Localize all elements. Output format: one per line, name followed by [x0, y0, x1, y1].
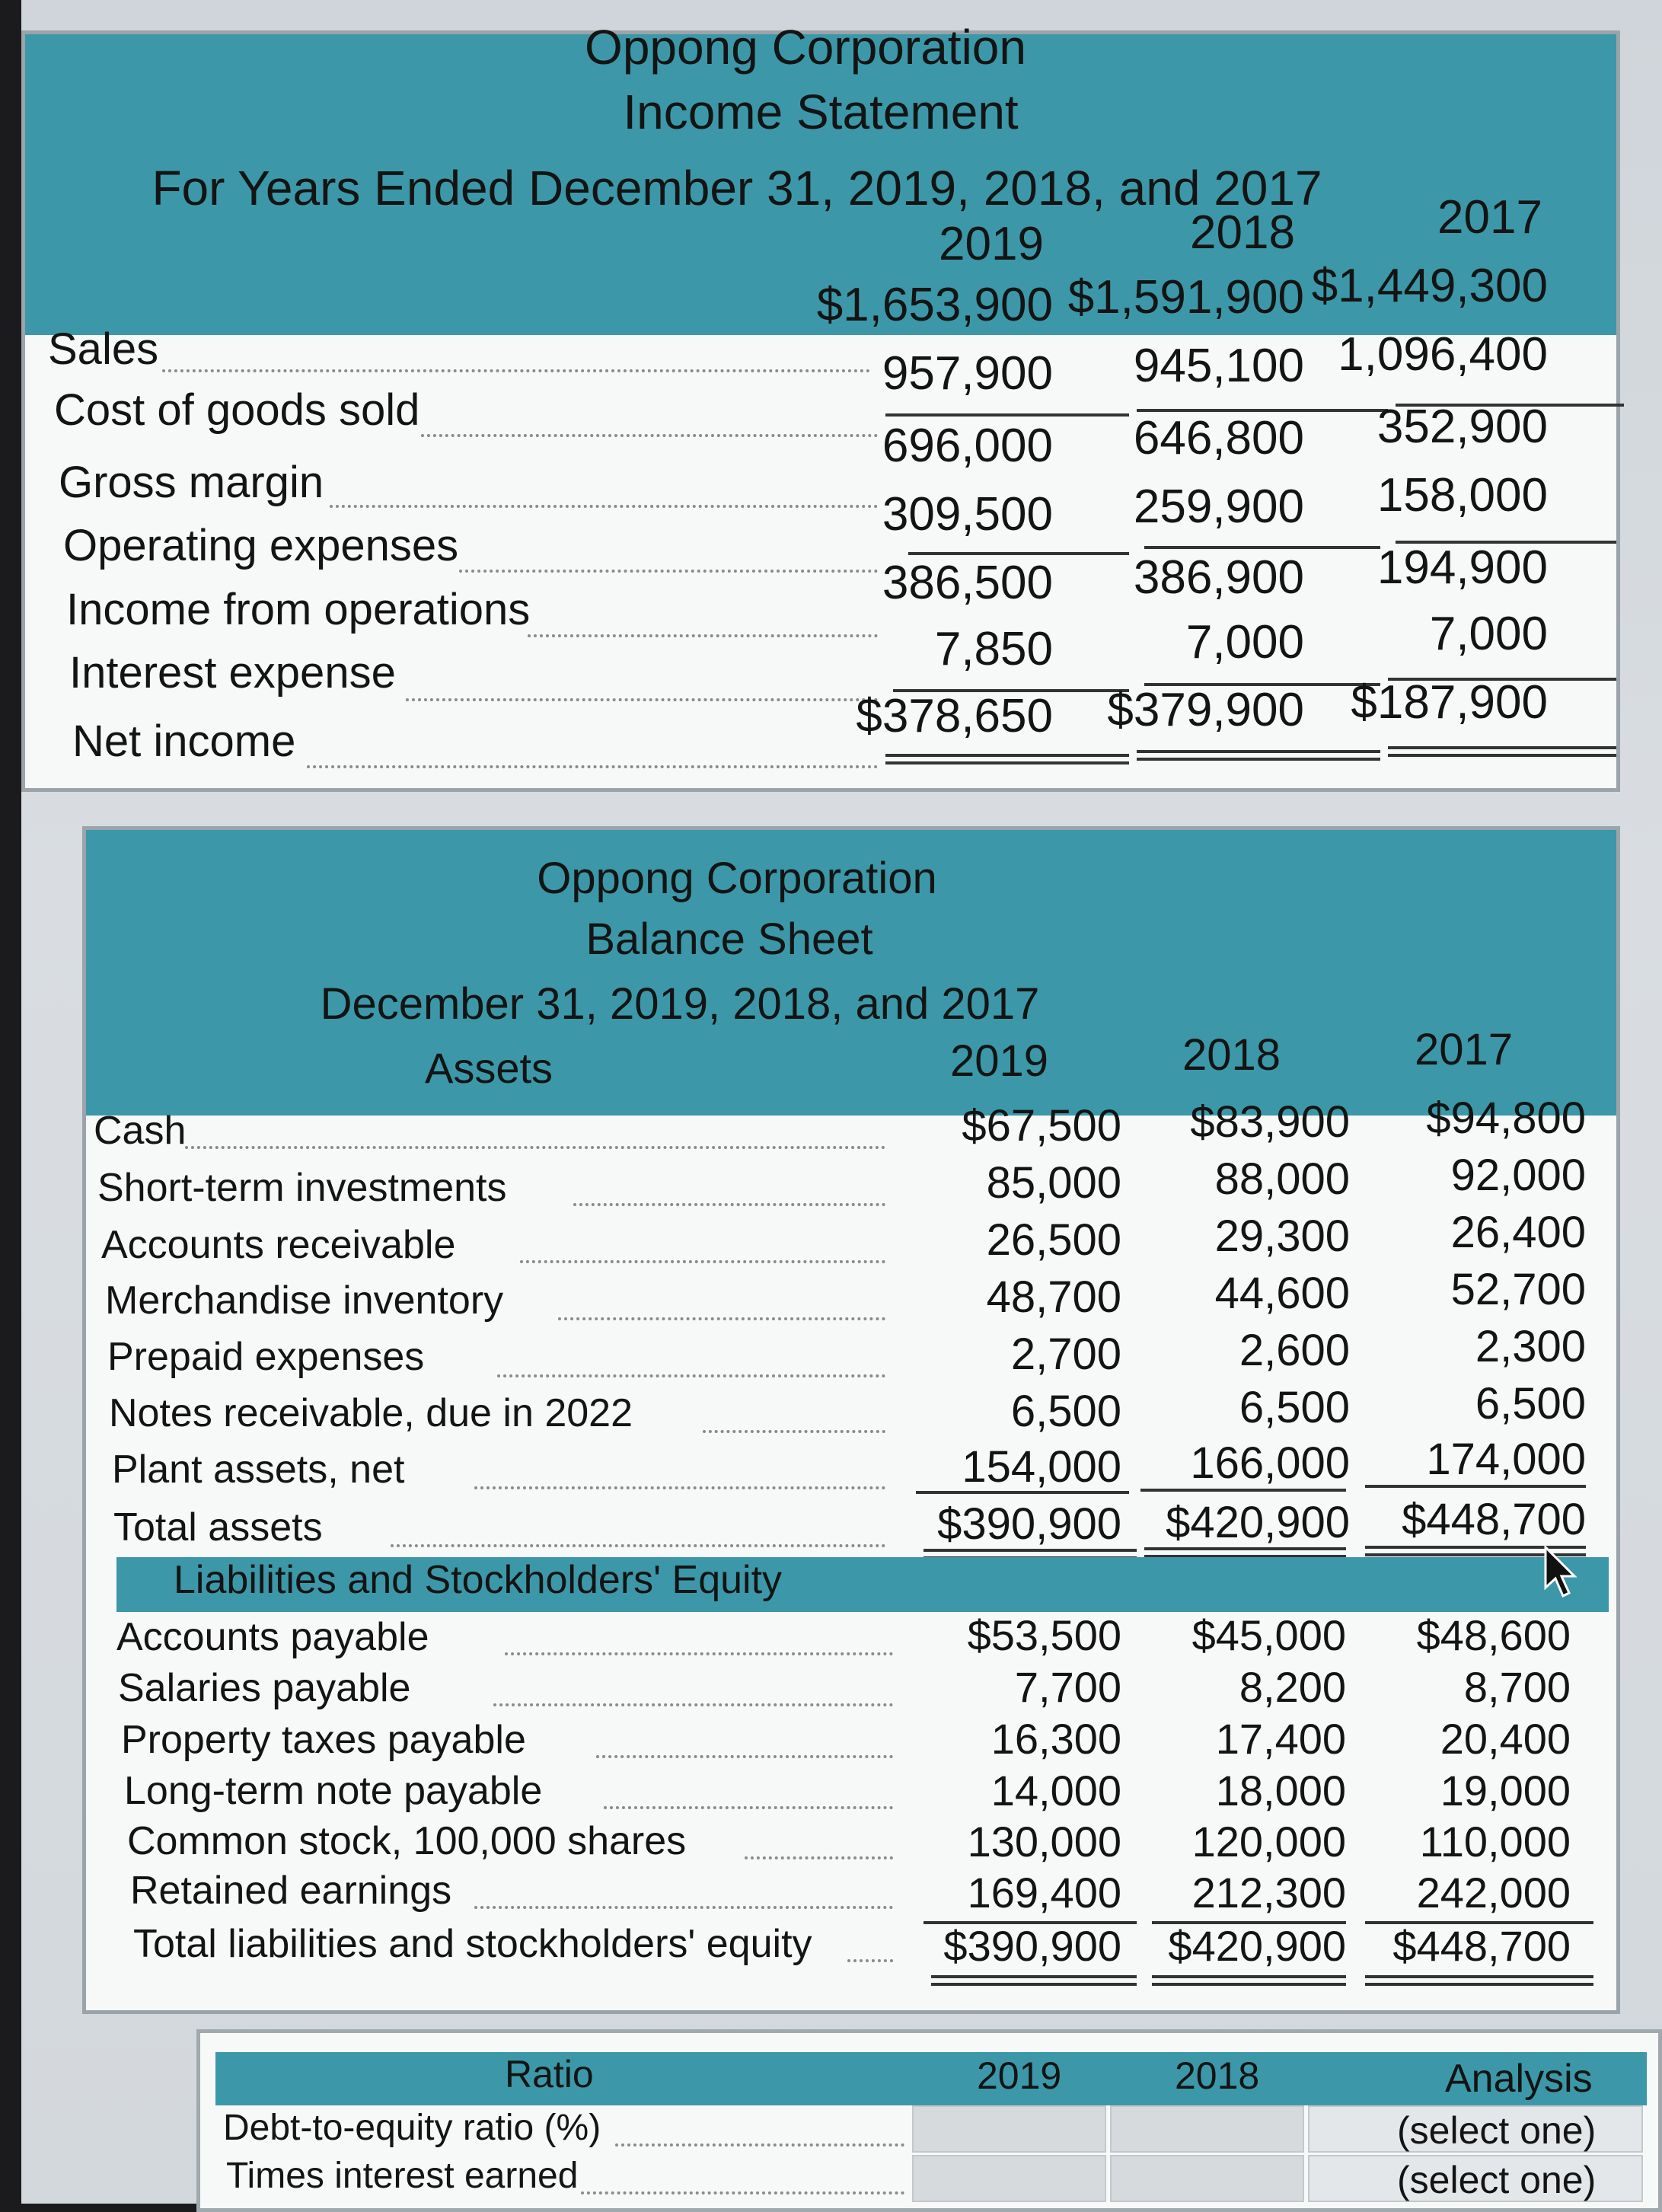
- leader-dots: [615, 2143, 904, 2147]
- asset-value: 44,600: [1214, 1269, 1350, 1318]
- income-opex-2017: 158,000: [1376, 469, 1548, 522]
- asset-value: 29,300: [1214, 1211, 1350, 1261]
- liability-value: 110,000: [1419, 1818, 1571, 1866]
- asset-label: Plant assets, net: [112, 1448, 405, 1492]
- balance-sheet-header: [86, 830, 1616, 1116]
- screen: [21, 0, 1662, 2204]
- double-underline: [931, 1975, 1137, 1986]
- underline: [885, 413, 1129, 417]
- liability-value: $48,600: [1416, 1611, 1571, 1659]
- leader-dots: [505, 1652, 893, 1655]
- balance-year-2017: 2017: [1415, 1025, 1514, 1074]
- asset-value: 6,500: [1010, 1387, 1121, 1436]
- underline: [1140, 1489, 1346, 1492]
- asset-value: 6,500: [1239, 1383, 1350, 1432]
- balance-year-2018: 2018: [1182, 1030, 1281, 1080]
- liability-value: 120,000: [1191, 1818, 1346, 1866]
- income-interest-2019: 7,850: [934, 623, 1053, 675]
- leader-dots: [307, 765, 878, 768]
- balance-company-name: Oppong Corporation: [537, 854, 937, 903]
- asset-label: Merchandise inventory: [105, 1278, 504, 1323]
- mouse-cursor-icon: [1544, 1546, 1582, 1603]
- income-cogs-2017: 1,096,400: [1338, 328, 1548, 381]
- asset-value: 26,500: [986, 1215, 1121, 1265]
- asset-value: 154,000: [962, 1442, 1121, 1492]
- balance-title: Balance Sheet: [585, 914, 873, 964]
- liability-value: 16,300: [991, 1715, 1121, 1763]
- double-underline: [1365, 1975, 1593, 1986]
- income-company-name: Oppong Corporation: [585, 20, 1026, 75]
- leader-dots: [703, 1430, 885, 1433]
- leader-dots: [162, 369, 870, 372]
- ratio-label-debt-to-equity: Debt-to-equity ratio (%): [223, 2108, 601, 2148]
- income-opex-2019: 309,500: [882, 488, 1053, 541]
- asset-value: $67,500: [962, 1101, 1121, 1151]
- leader-dots: [596, 1755, 893, 1758]
- ratio-header-2019: 2019: [977, 2054, 1062, 2097]
- asset-value: $420,900: [1166, 1498, 1350, 1547]
- liability-value: $390,900: [943, 1922, 1121, 1970]
- leader-dots: [474, 1906, 893, 1909]
- times-interest-analysis-select[interactable]: [1308, 2155, 1643, 2202]
- income-ops-2018: 386,900: [1133, 551, 1304, 604]
- liability-value: 8,700: [1463, 1663, 1571, 1711]
- balance-period: December 31, 2019, 2018, and 2017: [320, 979, 1040, 1029]
- balance-year-2019: 2019: [950, 1036, 1049, 1086]
- asset-value: 48,700: [986, 1272, 1121, 1322]
- balance-sheet-panel: [82, 826, 1620, 2014]
- liability-value: $53,500: [967, 1611, 1121, 1659]
- liability-label: Total liabilities and stockholders' equity: [133, 1922, 812, 1966]
- income-sales-2018: $1,591,900: [1067, 271, 1304, 324]
- leader-dots: [528, 634, 878, 637]
- times-interest-2019-input[interactable]: [912, 2155, 1106, 2202]
- income-cogs-2018: 945,100: [1133, 340, 1304, 392]
- leader-dots: [604, 1806, 893, 1809]
- asset-value: $94,800: [1426, 1093, 1586, 1143]
- times-interest-analysis-value: (select one): [1397, 2159, 1597, 2201]
- underline: [1144, 546, 1380, 549]
- asset-label: Cash: [94, 1109, 187, 1153]
- asset-value: 6,500: [1475, 1379, 1586, 1428]
- liability-label: Long-term note payable: [124, 1769, 543, 1813]
- times-interest-2018-input[interactable]: [1110, 2155, 1304, 2202]
- liability-value: 130,000: [967, 1818, 1121, 1866]
- leader-dots: [330, 505, 878, 508]
- asset-label: Accounts receivable: [101, 1223, 456, 1267]
- income-period: For Years Ended December 31, 2019, 2018, and 2017: [152, 161, 1322, 215]
- income-gross-margin-2018: 646,800: [1133, 412, 1304, 464]
- asset-value: 2,700: [1010, 1329, 1121, 1379]
- leader-dots: [406, 698, 878, 701]
- liability-value: 20,400: [1440, 1715, 1571, 1763]
- asset-value: 85,000: [986, 1158, 1121, 1208]
- asset-value: 2,600: [1239, 1326, 1350, 1375]
- ratio-header-2018: 2018: [1175, 2054, 1260, 2097]
- leader-dots: [493, 1703, 893, 1706]
- double-underline: [1137, 750, 1380, 761]
- asset-value: 174,000: [1426, 1435, 1586, 1484]
- debt-to-equity-analysis-value: (select one): [1397, 2109, 1597, 2152]
- liability-value: 212,300: [1191, 1869, 1346, 1917]
- leader-dots: [581, 2191, 904, 2194]
- leader-dots: [847, 1959, 893, 1962]
- income-net-2018: $379,900: [1107, 684, 1304, 736]
- leader-dots: [558, 1317, 885, 1320]
- double-underline: [1388, 746, 1616, 757]
- underline: [1365, 1485, 1586, 1488]
- asset-value: 2,300: [1475, 1322, 1586, 1371]
- asset-value: 166,000: [1190, 1438, 1350, 1488]
- liability-value: 14,000: [991, 1767, 1121, 1815]
- income-net-2019: $378,650: [856, 690, 1053, 742]
- balance-assets-label: Assets: [425, 1044, 553, 1092]
- liability-value: $420,900: [1168, 1922, 1346, 1970]
- income-year-2019: 2019: [939, 218, 1044, 270]
- income-year-2018: 2018: [1190, 206, 1295, 259]
- income-ops-2019: 386,500: [882, 557, 1053, 609]
- asset-value: $83,900: [1190, 1097, 1350, 1147]
- liability-label: Property taxes payable: [121, 1718, 526, 1762]
- income-sales-2017: $1,449,300: [1311, 260, 1548, 312]
- asset-value: 26,400: [1450, 1208, 1586, 1257]
- leader-dots: [497, 1374, 885, 1377]
- liabilities-label: Liabilities and Stockholders' Equity: [174, 1558, 783, 1602]
- income-title: Income Statement: [623, 85, 1019, 139]
- income-interest-2017: 7,000: [1429, 608, 1548, 660]
- income-net-2017: $187,900: [1351, 676, 1548, 729]
- liability-value: 18,000: [1215, 1767, 1346, 1815]
- asset-value: $390,900: [937, 1499, 1121, 1549]
- liability-value: $448,700: [1392, 1922, 1571, 1970]
- leader-dots: [745, 1856, 893, 1859]
- asset-label: Short-term investments: [97, 1166, 507, 1210]
- liability-label: Retained earnings: [130, 1869, 452, 1913]
- liabilities-band: [116, 1557, 1609, 1612]
- asset-label: Notes receivable, due in 2022: [109, 1391, 633, 1435]
- ratio-label-times-interest-earned: Times interest earned: [226, 2156, 579, 2196]
- income-label-net-income: Net income: [72, 717, 296, 766]
- liability-value: $45,000: [1191, 1611, 1346, 1659]
- double-underline: [885, 754, 1129, 764]
- income-label-operating-expenses: Operating expenses: [63, 521, 459, 570]
- underline: [908, 552, 1129, 555]
- leader-dots: [421, 434, 878, 437]
- debt-to-equity-2019-input[interactable]: [912, 2105, 1106, 2153]
- income-year-2017: 2017: [1437, 191, 1542, 244]
- income-ops-2017: 194,900: [1376, 541, 1548, 594]
- income-cogs-2019: 957,900: [882, 347, 1053, 400]
- liability-value: 169,400: [967, 1869, 1121, 1917]
- leader-dots: [459, 570, 878, 573]
- leader-dots: [185, 1146, 885, 1149]
- ratio-panel: [196, 2029, 1662, 2212]
- asset-value: $448,700: [1402, 1495, 1586, 1544]
- ratio-header-band: [215, 2052, 1647, 2105]
- debt-to-equity-2018-input[interactable]: [1110, 2105, 1304, 2153]
- income-gross-margin-2017: 352,900: [1376, 401, 1548, 453]
- leader-dots: [474, 1486, 885, 1489]
- leader-dots: [520, 1260, 885, 1263]
- income-label-income-from-operations: Income from operations: [66, 585, 531, 634]
- income-label-gross-margin: Gross margin: [59, 458, 324, 507]
- income-label-interest-expense: Interest expense: [69, 648, 396, 697]
- income-gross-margin-2019: 696,000: [882, 420, 1053, 472]
- double-underline: [1144, 1547, 1346, 1558]
- liability-label: Salaries payable: [118, 1666, 411, 1710]
- leader-dots: [391, 1544, 885, 1547]
- liability-value: 19,000: [1440, 1767, 1571, 1815]
- ratio-header-ratio: Ratio: [505, 2053, 594, 2095]
- leader-dots: [573, 1203, 885, 1206]
- asset-value: 88,000: [1214, 1154, 1350, 1204]
- liability-label: Accounts payable: [116, 1615, 429, 1659]
- income-statement-panel: [21, 20, 1620, 792]
- asset-value: 52,700: [1450, 1265, 1586, 1314]
- ratio-header-analysis: Analysis: [1445, 2057, 1593, 2101]
- liability-value: 7,700: [1014, 1663, 1121, 1711]
- asset-value: 92,000: [1450, 1151, 1586, 1200]
- income-label-sales: Sales: [48, 324, 159, 374]
- liability-label: Common stock, 100,000 shares: [127, 1819, 687, 1863]
- income-label-cogs: Cost of goods sold: [54, 385, 420, 435]
- income-sales-2019: $1,653,900: [816, 279, 1053, 331]
- asset-label: Prepaid expenses: [107, 1335, 425, 1379]
- liability-value: 8,200: [1239, 1663, 1346, 1711]
- income-interest-2018: 7,000: [1185, 616, 1304, 669]
- liability-value: 242,000: [1416, 1869, 1571, 1917]
- double-underline: [1152, 1975, 1346, 1986]
- underline: [916, 1491, 1129, 1494]
- income-opex-2018: 259,900: [1133, 480, 1304, 533]
- asset-label: Total assets: [113, 1505, 323, 1550]
- liability-value: 17,400: [1215, 1715, 1346, 1763]
- debt-to-equity-analysis-select[interactable]: [1308, 2105, 1643, 2153]
